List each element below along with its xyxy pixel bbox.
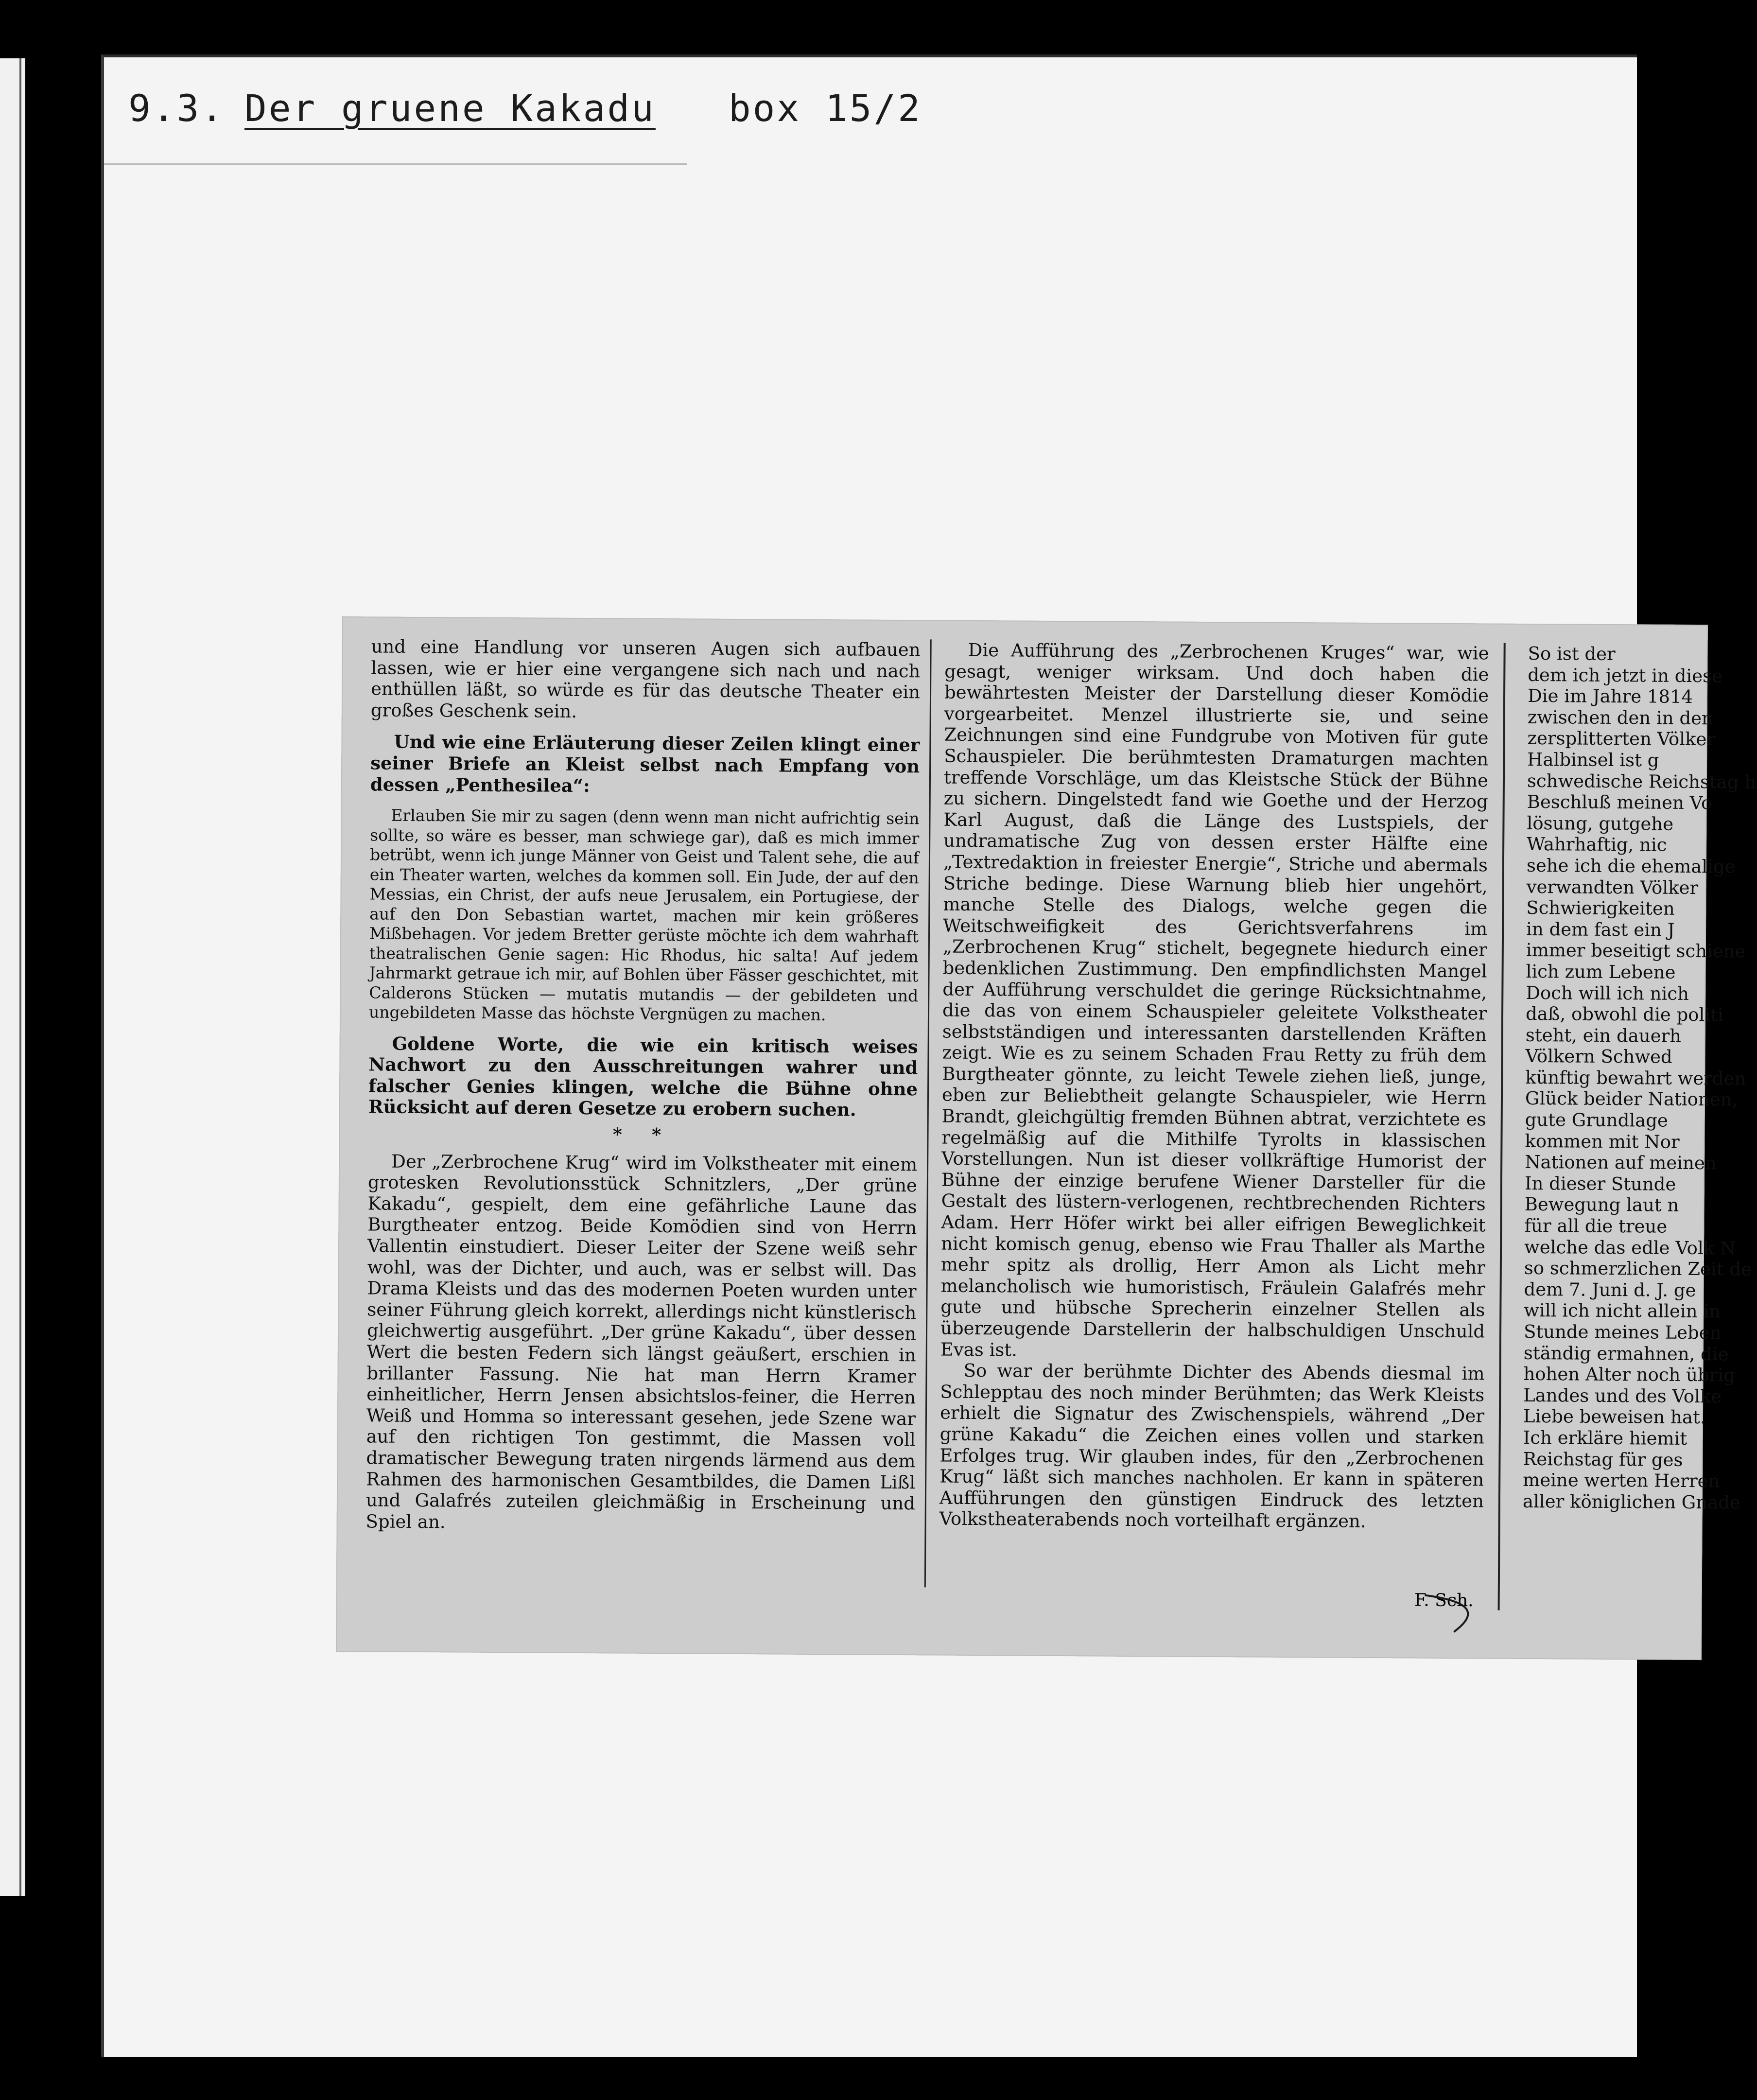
section-separator: * *: [612, 1123, 673, 1146]
header-divider: [104, 163, 687, 165]
column-3-line: will ich nicht allein in: [1524, 1300, 1721, 1322]
newspaper-clipping: [336, 616, 1757, 1660]
column-rule: [1498, 643, 1506, 1610]
column-3-line: schwedische Reichstag h: [1527, 770, 1757, 793]
column-3-line: steht, ein dauerh: [1525, 1024, 1682, 1047]
adjacent-page-strip: [0, 58, 25, 1896]
column-3-line: lösung, gutgehe: [1527, 812, 1674, 835]
column-3-line: dem ich jetzt in diese: [1528, 664, 1723, 686]
column-3-line: lich zum Lebene: [1526, 961, 1676, 983]
column-3-line: Glück beider Nationen,: [1525, 1088, 1738, 1111]
article-paragraph: So war der berühmte Dichter des Abends diesmal im Schlepptau des noch minder Berühmten; das Werk Kleists erhielt die Signatur des Zwischenspiels, während „Der grüne Kakadu“ die Zeichen eines vollen und starken Erfolges trug. Wir glauben indes, für den „Zerbrochenen Krug“ läßt sich manches nachholen. Er kann in späteren Aufführungen den günstigen Eindruck des letzten Volkstheaterabends noch vorteilhaft ergänzen.: [939, 1360, 1485, 1532]
column-3-line: Wahrhaftig, nic: [1527, 834, 1667, 856]
archive-sheet: [101, 54, 1757, 2057]
column-3-line: immer beseitigt schiene: [1526, 940, 1746, 962]
article-paragraph: und eine Handlung vor unseren Augen sich aufbauen lassen, wie er hier eine vergangene sich nach und nach enthüllen läßt, so würde es für das deutsche Theater ein großes Geschenk sein.: [370, 636, 921, 722]
column-3-line: In dieser Stunde: [1524, 1172, 1676, 1195]
header-box-number: box 15/2: [728, 87, 922, 130]
column-3-line: für all die treue: [1524, 1215, 1668, 1237]
column-3-line: kommen mit Nor: [1525, 1130, 1680, 1153]
column-3-line: Bewegung laut n: [1524, 1194, 1679, 1216]
column-3-line: Liebe beweisen hat.: [1523, 1406, 1706, 1428]
article-column-1: [365, 636, 920, 1535]
column-3-line: so schmerzlichen Zeit de: [1524, 1258, 1752, 1280]
column-3-line: Die im Jahre 1814: [1527, 685, 1693, 708]
column-3-line: aller königlichen Gnade: [1522, 1490, 1740, 1513]
article-paragraph: Die Aufführung des „Zerbrochenen Kruges“ war, wie gesagt, weniger wirksam. Und doch haben die bewährtesten Meister der Darstellung dieser Komödie vorgearbeitet. Menzel illustrierte sie, und seine Zeichnungen sind eine Fundgrube von Motiven für gute Schauspieler. Die berühmtesten Dramaturgen machten treffende Vorschläge, um das Kleistsche Stück der Bühne zu sichern. Dingelstedt fand wie Goethe und der Herzog Karl August, daß die Länge des Lustspiels, der undramatische Zug von dessen erster Hälfte eine „Textredaktion in freiester Energie“, Striche und abermals Striche bedinge. Diese Warnung blieb hier ungehört, manche Stelle des Dialogs, welche gegen die Weitschweifigkeit des Gerichtsverfahrens im „Zerbrochenen Krug“ stichelt, begegnete hiedurch einer bedenklichen Zustimmung. Den empfindlichsten Mangel der Aufführung verschuldet die geringe Rücksichtnahme, die das von einem Schauspieler geleitete Volkstheater selbstständigen und interessanten darstellenden Kräften zeigt. Wie es zu seinem Schaden Frau Retty zu früh dem Burgtheater gönnte, zu leicht Tewele ziehen ließ, junge, eben zur Beliebtheit gelangte Schauspieler, wie Herrn Brandt, gleichgültig fremden Bühnen abtrat, verzichtete es regelmäßig auf die Mithilfe Tyrolts in klassischen Vorstellungen. Nun ist dieser vollkräftige Humorist der Bühne der einzige berufene Wiener Darsteller für die Gestalt des lüstern-verlogenen, rechtbrechenden Richters Adam. Herr Höfer wirkt bei aller eifrigen Beweglichkeit nicht komisch genug, ebenso wie Frau Thaller als Marthe mehr spitz als drollig, Herr Amon als Licht mehr melancholisch wie humoristisch, Fräulein Galafrés mehr gute und hübsche Sprecherin einzelner Stellen als überzeugende Darstellerin der halbschuldigen Unschuld Evas ist.: [940, 639, 1489, 1361]
article-column-3-fragment: [1522, 643, 1757, 1513]
column-3-line: welche das edle Volk N: [1524, 1236, 1736, 1259]
column-3-line: zwischen den in den: [1527, 706, 1713, 729]
column-3-line: Nationen auf meinen: [1525, 1152, 1717, 1174]
column-3-line: Völkern Schwed: [1525, 1046, 1672, 1068]
column-3-line: Halbinsel ist g: [1527, 749, 1659, 771]
header-title: Der gruene Kakadu: [244, 87, 656, 130]
column-3-line: So ist der: [1528, 643, 1616, 665]
column-3-line: meine werten Herren: [1523, 1470, 1720, 1492]
author-signature: F. Sch.: [1414, 1590, 1474, 1611]
column-3-line: daß, obwohl die politi: [1525, 1003, 1724, 1026]
column-3-line: in dem fast ein J: [1526, 918, 1675, 941]
column-3-line: Reichstag für ges: [1523, 1448, 1683, 1470]
article-paragraph: Goldene Worte, die wie ein kritisch weises Nachwort zu den Ausschreitungen wahrer und falscher Genies klingen, welche die Bühne ohne Rücksicht auf deren Gesetze zu erobern suchen.: [368, 1032, 918, 1120]
column-3-line: künftig bewahrt werden: [1525, 1067, 1746, 1089]
column-3-line: gute Grundlage: [1525, 1109, 1668, 1131]
pen-stroke-mark: [1420, 1591, 1488, 1635]
column-3-line: zersplitterten Völker: [1527, 728, 1716, 750]
archive-header: [128, 87, 922, 130]
column-3-line: ständig ermahnen, die: [1523, 1342, 1729, 1365]
quoted-letter: Erlauben Sie mir zu sagen (denn wenn man nicht aufrichtig sein sollte, so wäre es besser, man schwiege gar), daß es mich immer betrübt, wenn ich junge Männer von Geist und Talent sehe, die auf ein Theater warten, welches da kommen soll. Ein Jude, der auf den Messias, ein Christ, der aufs neue Jerusalem, ein Portugiese, der auf den Don Sebastian wartet, machen mir kein größeres Mißbehagen. Vor jedem Bretter gerüste möchte ich dem wahrhaft theatralischen Genie sagen: Hic Rhodus, hic salta! Auf jedem Jahrmarkt getraue ich mir, auf Bohlen über Fässer geschichtet, mit Calderons Stücken — mutatis mutandis — der gebildeten und ungebildeten Masse das höchste Vergnügen zu machen.: [368, 805, 920, 1025]
column-3-line: hohen Alter noch übrig: [1523, 1364, 1735, 1386]
column-3-line: verwandten Völker: [1526, 876, 1699, 898]
column-rule: [924, 639, 932, 1587]
article-paragraph: Und wie eine Erläuterung dieser Zeilen klingt einer seiner Briefe an Kleist selbst nach Empfang von dessen „Penthesilea“:: [370, 731, 920, 796]
column-3-line: Schwierigkeiten: [1526, 897, 1675, 919]
article-column-2: [939, 640, 1489, 1533]
column-3-line: sehe ich die ehemalige: [1526, 855, 1736, 877]
column-3-line: Ich erkläre hiemit: [1523, 1427, 1687, 1449]
column-3-line: Landes und des Volke: [1523, 1384, 1722, 1407]
header-reference: 9.3.: [128, 87, 226, 130]
article-paragraph: Der „Zerbrochene Krug“ wird im Volkstheater mit einem grotesken Revolutionsstück Schnitzlers, „Der grüne Kakadu“, gespielt, dem eine gefährliche Laune das Burgtheater entzog. Beide Komödien sind von Herrn Vallentin einstudiert. Dieser Leiter der Szene weiß sehr wohl, was der Dichter, und auch, was er selbst will. Das Drama Kleists und das des modernen Poeten wurden unter seiner Führung gleich korrekt, allerdings nicht künstlerisch gleichwertig ausgeführt. „Der grüne Kakadu“, über dessen Wert die besten Federn sich längst geäußert, erschien in brillanter Fassung. Nie hat man Herrn Kramer einheitlicher, Herrn Jensen absichtslos-feiner, die Herren Weiß und Homma so interessant gesehen, jede Szene war auf den richtigen Ton gestimmt, die Massen voll dramatischer Bewegung traten nirgends lärmend aus dem Rahmen des harmonischen Gesamtbildes, die Damen Lißl und Galafrés zuteilen gleichmäßig in Erscheinung und Spiel an.: [365, 1151, 918, 1533]
column-3-line: Doch will ich nich: [1526, 982, 1689, 1004]
adjacent-page-edge: [19, 58, 21, 1896]
column-3-line: dem 7. Juni d. J. ge: [1524, 1278, 1696, 1301]
column-3-line: Stunde meines Leben: [1523, 1321, 1722, 1344]
column-3-line: Beschluß meinen Vo: [1527, 791, 1712, 814]
